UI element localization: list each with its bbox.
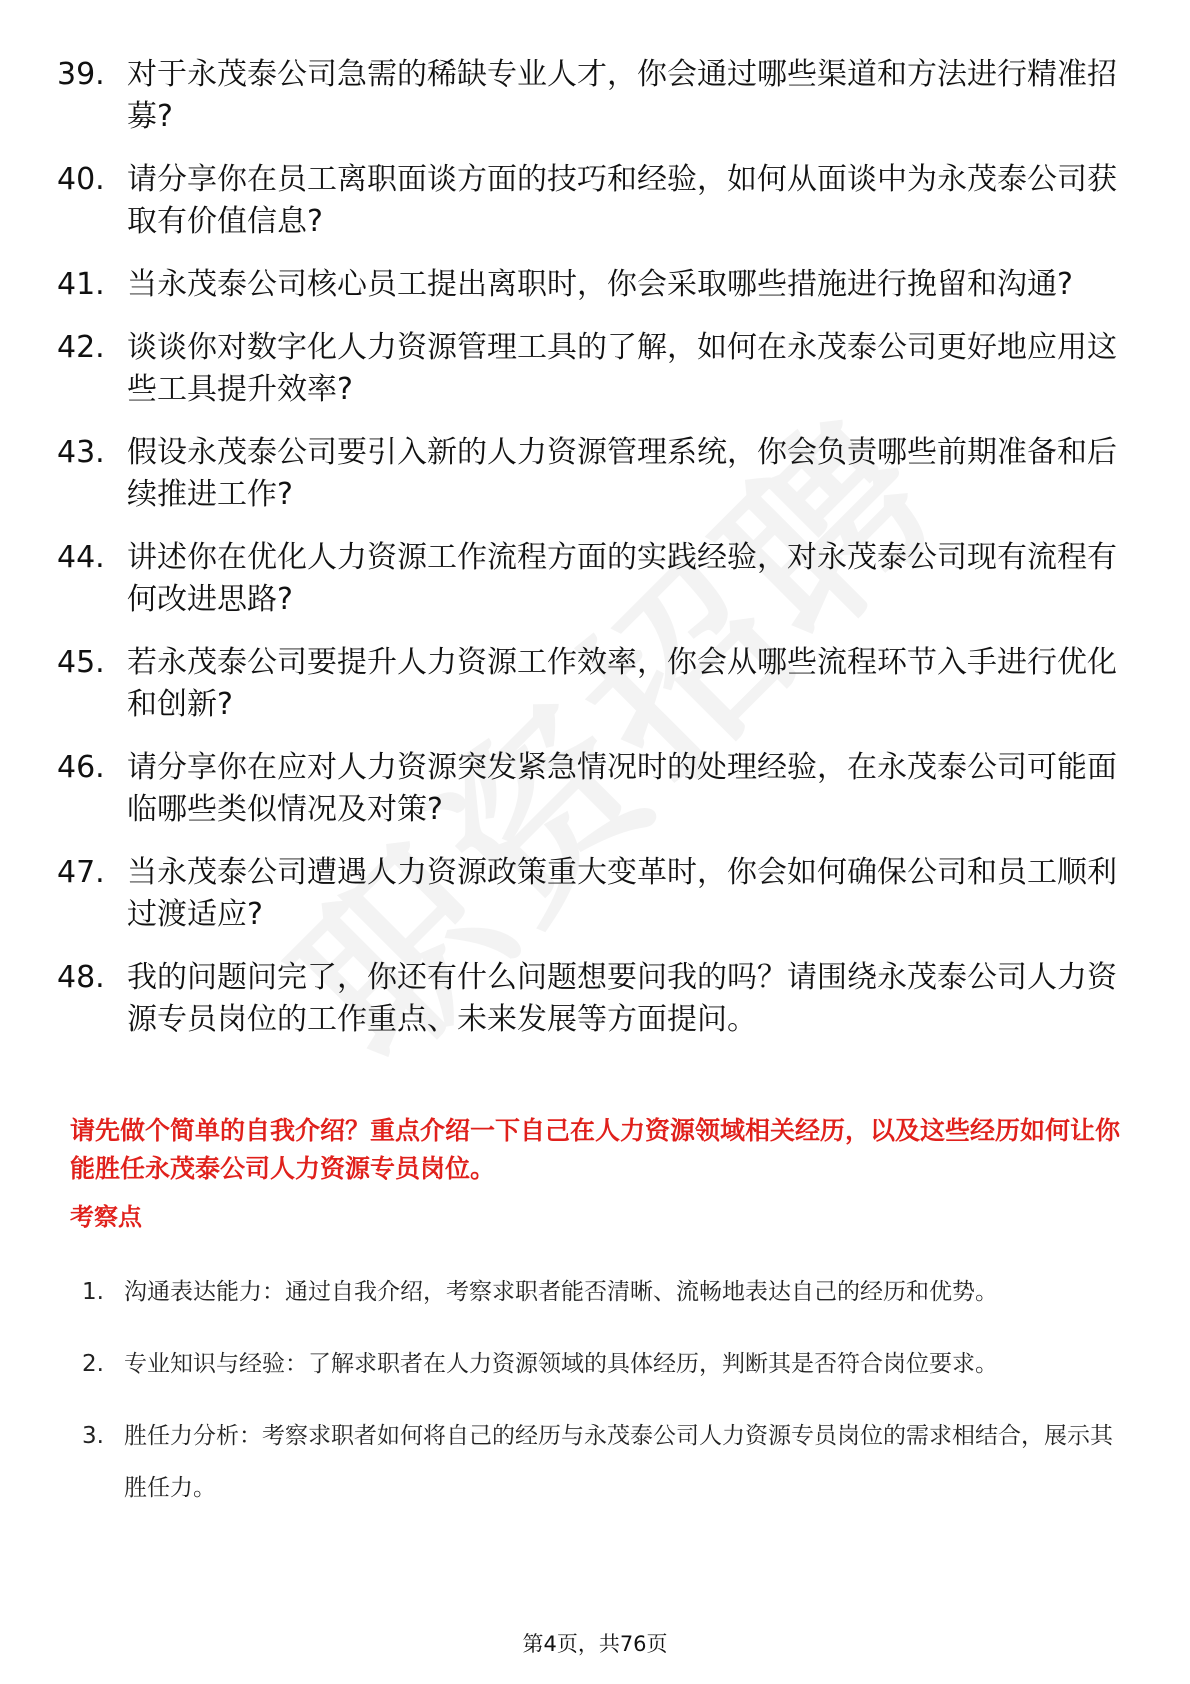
question-number: 43. — [57, 435, 105, 470]
point-number: 2. — [82, 1351, 104, 1377]
question-list — [57, 54, 1137, 1062]
question-item — [57, 432, 1137, 516]
point-number: 3. — [82, 1423, 104, 1449]
question-item — [57, 852, 1137, 936]
question-item — [57, 159, 1137, 243]
question-text: 谈谈你对数字化人力资源管理工具的了解，如何在永茂泰公司更好地应用这些工具提升效率? — [127, 330, 1117, 407]
question-text: 若永茂泰公司要提升人力资源工作效率，你会从哪些流程环节入手进行优化和创新? — [127, 645, 1117, 722]
question-number: 44. — [57, 540, 105, 575]
assessment-point — [82, 1338, 1132, 1390]
assessment-point — [82, 1410, 1132, 1514]
question-text: 对于永茂泰公司急需的稀缺专业人才，你会通过哪些渠道和方法进行精准招募? — [127, 57, 1117, 134]
point-number: 1. — [82, 1279, 104, 1305]
section-title-assessment-points: 考察点 — [70, 1203, 142, 1231]
question-text: 讲述你在优化人力资源工作流程方面的实践经验，对永茂泰公司现有流程有何改进思路? — [127, 540, 1117, 617]
question-number: 48. — [57, 960, 105, 995]
question-text: 我的问题问完了，你还有什么问题想要问我的吗？请围绕永茂泰公司人力资源专员岗位的工作重点、未来发展等方面提问。 — [127, 960, 1117, 1037]
question-number: 47. — [57, 855, 105, 890]
question-text: 当永茂泰公司核心员工提出离职时，你会采取哪些措施进行挽留和沟通? — [127, 267, 1073, 302]
point-text: 胜任力分析：考察求职者如何将自己的经历与永茂泰公司人力资源专员岗位的需求相结合，展示其胜任力。 — [124, 1423, 1113, 1501]
question-number: 40. — [57, 162, 105, 197]
question-item — [57, 747, 1137, 831]
assessment-point — [82, 1266, 1132, 1318]
question-item — [57, 264, 1137, 306]
question-text: 假设永茂泰公司要引入新的人力资源管理系统，你会负责哪些前期准备和后续推进工作? — [127, 435, 1117, 512]
point-text: 沟通表达能力：通过自我介绍，考察求职者能否清晰、流畅地表达自己的经历和优势。 — [124, 1279, 998, 1305]
question-text: 请分享你在员工离职面谈方面的技巧和经验，如何从面谈中为永茂泰公司获取有价值信息? — [127, 162, 1117, 239]
question-item — [57, 327, 1137, 411]
question-number: 42. — [57, 330, 105, 365]
page-footer: 第4页，共76页 — [522, 1632, 668, 1656]
question-text: 当永茂泰公司遭遇人力资源政策重大变革时，你会如何确保公司和员工顺利过渡适应? — [127, 855, 1117, 932]
question-item — [57, 957, 1137, 1041]
assessment-point-list — [82, 1266, 1132, 1534]
question-number: 46. — [57, 750, 105, 785]
question-number: 39. — [57, 57, 105, 92]
point-text: 专业知识与经验：了解求职者在人力资源领域的具体经历，判断其是否符合岗位要求。 — [124, 1351, 998, 1377]
question-item — [57, 642, 1137, 726]
question-item — [57, 54, 1137, 138]
question-item — [57, 537, 1137, 621]
question-text: 请分享你在应对人力资源突发紧急情况时的处理经验，在永茂泰公司可能面临哪些类似情况及对策? — [127, 750, 1117, 827]
intro-question: 请先做个简单的自我介绍？重点介绍一下自己在人力资源领域相关经历，以及这些经历如何让你能胜任永茂泰公司人力资源专员岗位。 — [70, 1116, 1121, 1183]
question-number: 45. — [57, 645, 105, 680]
question-number: 41. — [57, 267, 105, 302]
